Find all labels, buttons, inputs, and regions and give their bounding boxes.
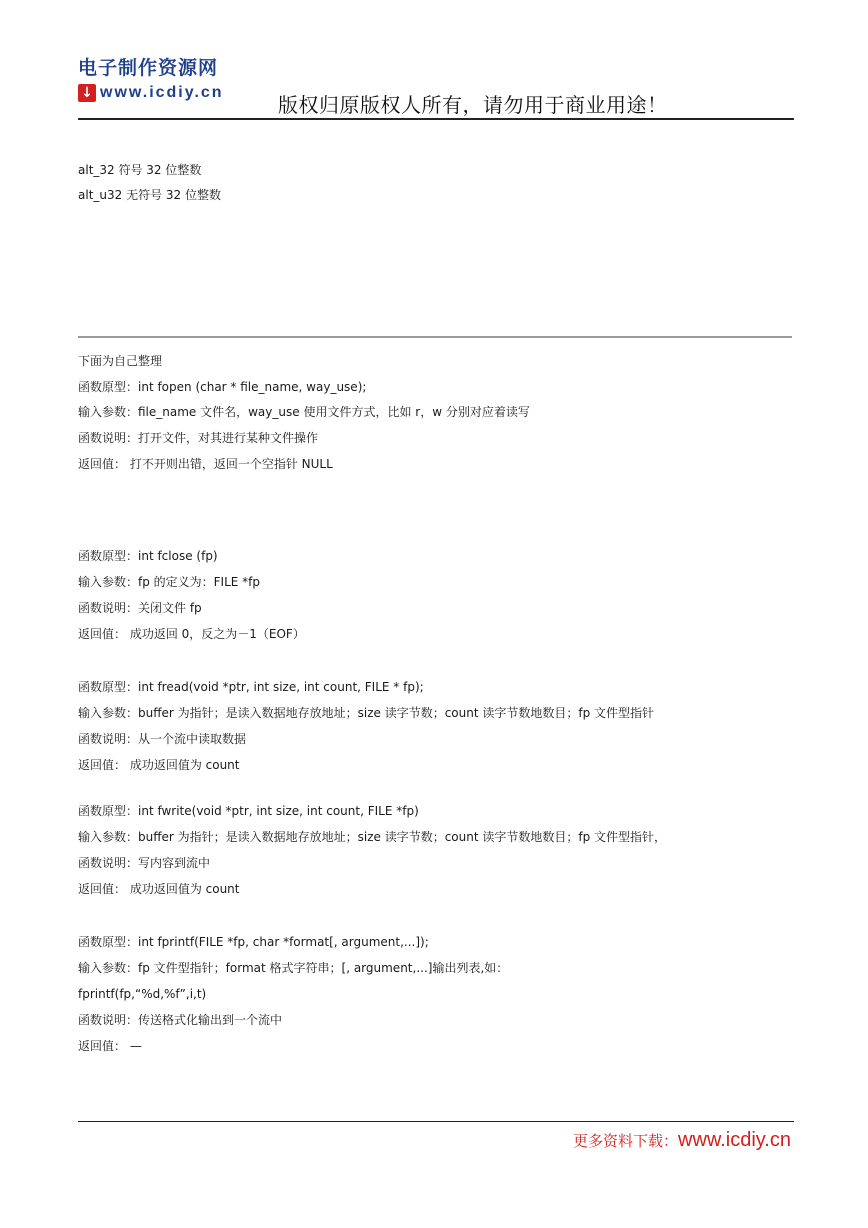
text-line: 函数原型：int fwrite(void *ptr, int size, int count, FILE *fp) [78, 804, 419, 818]
text-line: alt_u32 无符号 32 位整数 [78, 188, 221, 202]
footer-download [573, 1129, 791, 1152]
text-line: 函数原型：int fprintf(FILE *fp, char *format[, argument,...]); [78, 935, 429, 949]
site-logo-url[interactable]: www.icdiy.cn [100, 84, 224, 101]
text-line: 函数说明：写内容到流中 [78, 856, 211, 870]
text-line: 函数原型：int fread(void *ptr, int size, int count, FILE * fp); [78, 680, 424, 694]
text-line: fprintf(fp,“%d,%f”,i,t) [78, 987, 207, 1001]
text-line: 函数原型：int fclose (fp) [78, 549, 218, 563]
text-line: 输入参数：fp 文件型指针；format 格式字符串；[, argument,...]输出列表,如： [78, 961, 509, 975]
footer-label: 更多资料下载： [572, 1132, 678, 1150]
text-line: 返回值： 成功返回值为 count [78, 758, 240, 772]
text-line: 下面为自己整理 [78, 354, 163, 368]
text-line: 返回值： 成功返回值为 count [78, 882, 240, 896]
text-line: 函数原型：int fopen (char * file_name, way_use); [78, 380, 367, 394]
text-line: 输入参数：buffer 为指针；是读入数据地存放地址；size 读字节数；count 读字节数地数目；fp 文件型指针， [78, 830, 667, 844]
text-line: 函数说明：关闭文件 fp [78, 601, 202, 615]
site-logo-text: 电子制作资源网 [78, 57, 219, 79]
copyright-notice: 版权归原版权人所有，请勿用于商业用途！ [278, 93, 668, 117]
text-line: 函数说明：从一个流中读取数据 [78, 732, 247, 746]
text-line: 输入参数：buffer 为指针；是读入数据地存放地址；size 读字节数；count 读字节数地数目；fp 文件型指针 [78, 706, 655, 720]
text-line: 函数说明：传送格式化输出到一个流中 [78, 1013, 283, 1027]
footer-divider [78, 1121, 794, 1122]
site-logo[interactable] [78, 83, 224, 103]
text-line: 函数说明：打开文件，对其进行某种文件操作 [78, 431, 319, 445]
text-line: 输入参数：fp 的定义为：FILE *fp [78, 575, 261, 589]
down-arrow-icon: ↓ [78, 84, 96, 102]
footer-link[interactable]: www.icdiy.cn [678, 1129, 791, 1151]
header-divider [78, 118, 794, 120]
text-line: 返回值： 成功返回 0，反之为－1（EOF） [78, 627, 305, 641]
text-line: 返回值： 打不开则出错，返回一个空指针 NULL [78, 457, 333, 471]
section-divider [78, 336, 792, 338]
text-line: 返回值： — [78, 1039, 142, 1053]
text-line: 输入参数：file_name 文件名，way_use 使用文件方式，比如 r，w 分别对应着读写 [78, 405, 530, 419]
text-line: alt_32 符号 32 位整数 [78, 163, 202, 177]
